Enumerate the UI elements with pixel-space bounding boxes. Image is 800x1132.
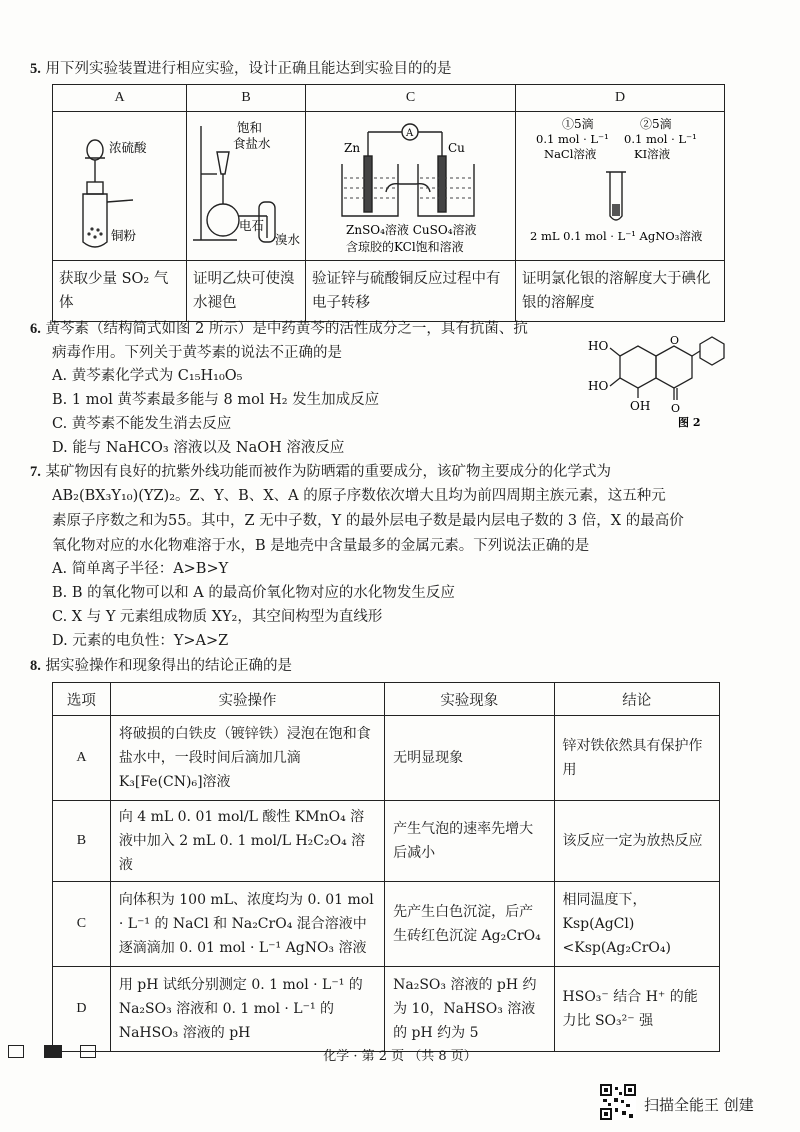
c-ammeter-label: A (406, 128, 414, 139)
oh-label: OH (630, 399, 651, 413)
q5-desc-b: 证明乙炔可使溴水褪色 (187, 261, 306, 322)
q5-figure-b (187, 112, 306, 261)
qr-code-icon (600, 1084, 636, 1120)
q6-stem-line1: 6. 黄芩素（结构简式如图 2 所示）是中药黄芩的活性成分之一，具有抗菌、抗 (30, 321, 528, 337)
keto-oxygen-label: O (671, 402, 681, 415)
q7-stem-line3: 素原子序数之和为55。其中，Z 无中子数，Y 的最外层电子数是最内层电子数的 3 倍，X 的最高价 (52, 513, 684, 529)
scanner-watermark: 扫描全能王 创建 (644, 1096, 754, 1114)
d-step2-conc: 0.1 mol · L⁻¹ (624, 132, 697, 146)
c-solution-label: ZnSO₄溶液 CuSO₄溶液 (346, 223, 477, 237)
ring-oxygen-label: O (670, 334, 680, 347)
row-phenomenon: 无明显现象 (385, 716, 554, 801)
row-label: D (53, 967, 111, 1052)
b-bromine-label: 溴水 (275, 232, 301, 247)
table-row (53, 801, 720, 882)
page-footer: 化学 · 第 2 页 （共 8 页） (323, 1049, 477, 1064)
d-step2-label: ②5滴 (640, 117, 672, 131)
q5-desc-d: 证明氯化银的溶解度大于碘化银的溶解度 (516, 261, 725, 322)
figure2-caption: 图 2 (678, 416, 701, 429)
c-bridge-label: 含琼胶的KCl饱和溶液 (346, 240, 464, 254)
q5-desc-c: 验证锌与硫酸铜反应过程中有电子转移 (306, 261, 516, 322)
q5-figure-d (516, 112, 725, 261)
baicalein-structure-figure (580, 326, 730, 430)
apparatus-a-figure (53, 112, 186, 256)
row-phenomenon: Na₂SO₃ 溶液的 pH 约为 10，NaHSO₃ 溶液的 pH 约为 5 (385, 967, 554, 1052)
q7-option-b: B. B 的氧化物可以和 A 的最高价氧化物对应的水化物发生反应 (52, 585, 455, 601)
q5-header-a: A (53, 85, 187, 112)
row-conclusion: HSO₃⁻ 结合 H⁺ 的能力比 SO₃²⁻ 强 (554, 967, 719, 1052)
row-operation: 向 4 mL 0. 01 mol/L 酸性 KMnO₄ 溶液中加入 2 mL 0. 1 mol/L H₂C₂O₄ 溶液 (110, 801, 384, 882)
a-acid-label: 浓硫酸 (109, 140, 147, 155)
q7-stem-line1: 7. 某矿物因有良好的抗紫外线功能而被作为防晒霜的重要成分，该矿物主要成分的化学式为 (30, 464, 611, 480)
apparatus-d-figure (516, 112, 724, 256)
c-zn-label: Zn (344, 141, 361, 155)
b-brine-label-1: 饱和 (237, 120, 263, 135)
q5-header-c: C (306, 85, 516, 112)
q6-option-a: A. 黄芩素化学式为 C₁₅H₁₀O₅ (52, 368, 243, 384)
row-label: B (53, 801, 111, 882)
q5-table (52, 84, 725, 322)
ho-label-1: HO (588, 339, 609, 353)
q5-header-d: D (516, 85, 725, 112)
q8-header-operation: 实验操作 (110, 683, 384, 716)
ho-label-2: HO (588, 379, 609, 393)
q7-stem-line2: AB₂(BX₃Y₁₀)(YZ)₂。Z、Y、B、X、A 的原子序数依次增大且均为前四周期主族元素，这五种元 (52, 488, 666, 504)
q8-header-conclusion: 结论 (554, 683, 719, 716)
table-row (53, 967, 720, 1052)
d-step2-solution: KI溶液 (634, 147, 671, 161)
a-cu-label: 铜粉 (111, 228, 137, 243)
table-row (53, 716, 720, 801)
row-label: A (53, 716, 111, 801)
c-cu-label: Cu (448, 141, 465, 155)
row-phenomenon: 先产生白色沉淀，后产生砖红色沉淀 Ag₂CrO₄ (385, 882, 554, 967)
q5-figure-c (306, 112, 516, 261)
row-conclusion: 相同温度下，Ksp(AgCl) <Ksp(Ag₂CrO₄) (554, 882, 719, 967)
q8-header-phenomenon: 实验现象 (385, 683, 554, 716)
row-phenomenon: 产生气泡的速率先增大后减小 (385, 801, 554, 882)
table-row (53, 882, 720, 967)
q5-desc-a: 获取少量 SO₂ 气体 (53, 261, 187, 322)
q8-table (52, 682, 720, 1052)
row-operation: 将破损的白铁皮（镀锌铁）浸泡在饱和食盐水中，一段时间后滴加几滴 K₃[Fe(CN)₆]溶液 (110, 716, 384, 801)
d-agno3-label: 2 mL 0.1 mol · L⁻¹ AgNO₃溶液 (530, 229, 703, 243)
q7-option-d: D. 元素的电负性：Y>A>Z (52, 633, 229, 649)
apparatus-c-figure (306, 112, 515, 256)
q6-stem-line2: 病毒作用。下列关于黄芩素的说法不正确的是 (52, 345, 342, 361)
row-conclusion: 锌对铁依然具有保护作用 (554, 716, 719, 801)
d-step1-solution: NaCl溶液 (544, 147, 597, 161)
q6-option-c: C. 黄芩素不能发生消去反应 (52, 416, 232, 432)
row-operation: 用 pH 试纸分别测定 0. 1 mol · L⁻¹ 的 Na₂SO₃ 溶液和 0. 1 mol · L⁻¹ 的 NaHSO₃ 溶液的 pH (110, 967, 384, 1052)
d-step1-conc: 0.1 mol · L⁻¹ (536, 132, 609, 146)
q7-option-a: A. 简单离子半径：A>B>Y (52, 561, 229, 577)
row-label: C (53, 882, 111, 967)
q5-figure-a (53, 112, 187, 261)
q5-header-b: B (187, 85, 306, 112)
q8-header-option: 选项 (53, 683, 111, 716)
q7-stem-line4: 氧化物对应的水化物难溶于水，B 是地壳中含量最多的金属元素。下列说法正确的是 (52, 538, 590, 554)
q8-stem: 8. 据实验操作和现象得出的结论正确的是 (30, 658, 292, 674)
row-operation: 向体积为 100 mL、浓度均为 0. 01 mol · L⁻¹ 的 NaCl 和 Na₂CrO₄ 混合溶液中逐滴滴加 0. 01 mol · L⁻¹ AgNO₃ 溶液 (110, 882, 384, 967)
q6-option-d: D. 能与 NaHCO₃ 溶液以及 NaOH 溶液反应 (52, 440, 345, 456)
q6-option-b: B. 1 mol 黄芩素最多能与 8 mol H₂ 发生加成反应 (52, 392, 380, 408)
b-carbide-label: 电石 (239, 218, 265, 233)
d-step1-label: ①5滴 (562, 117, 594, 131)
q5-stem: 5. 用下列实验装置进行相应实验，设计正确且能达到实验目的的是 (30, 61, 452, 77)
b-brine-label-2: 食盐水 (233, 136, 271, 151)
row-conclusion: 该反应一定为放热反应 (554, 801, 719, 882)
q7-option-c: C. X 与 Y 元素组成物质 XY₂，其空间构型为直线形 (52, 609, 383, 625)
apparatus-b-figure (187, 112, 305, 256)
